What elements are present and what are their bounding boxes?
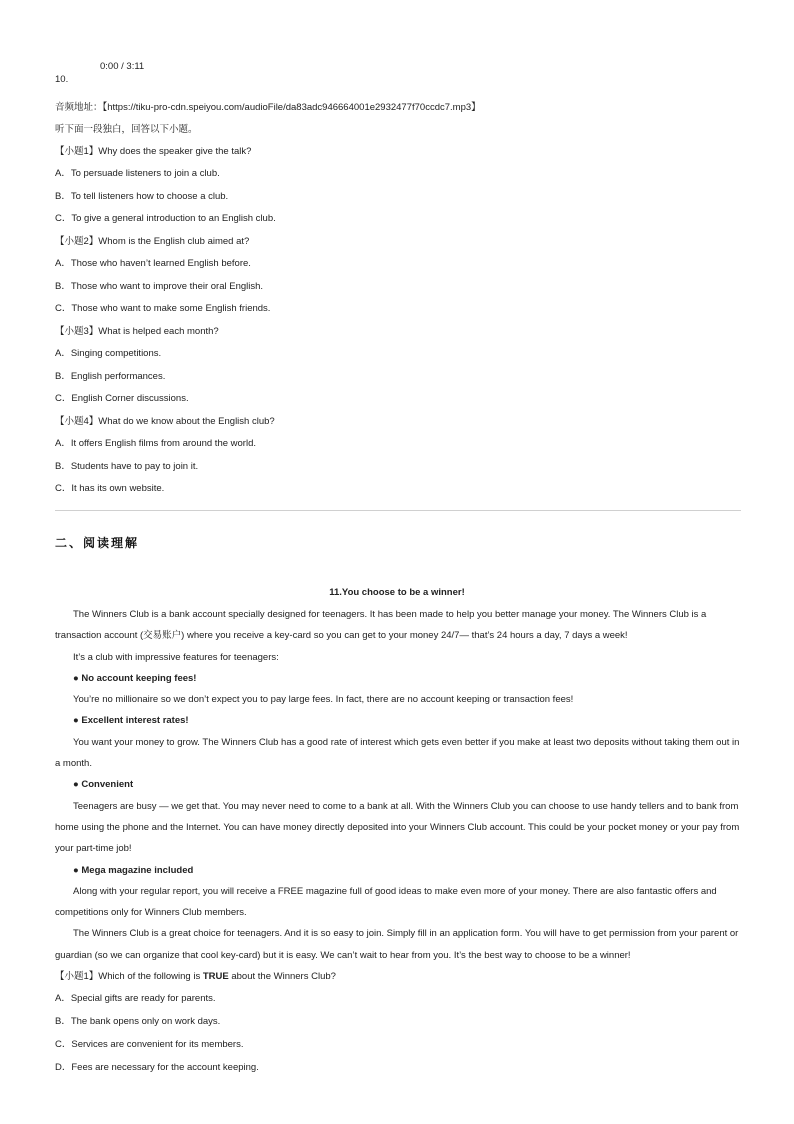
option-item: A．Those who haven’t learned English before.	[55, 258, 251, 269]
passage-title: 11.You choose to be a winner!	[329, 587, 465, 598]
feature-heading: ● Convenient	[73, 779, 134, 791]
sub-question-text: about the Winners Club?	[228, 971, 336, 983]
listening-instruction: 听下面一段独白，回答以下小题。	[55, 124, 198, 135]
option-item: C．It has its own website.	[55, 483, 165, 494]
option-item: C．Services are convenient for its members.	[55, 1039, 244, 1051]
sub-question-emphasis: TRUE	[202, 971, 229, 983]
section-divider	[55, 510, 741, 511]
paragraph: You’re no millionaire so we don’t expect you to pay large fees. In fact, there are no account keeping or transaction fees!	[73, 694, 574, 706]
option-item: C．Those who want to make some English friends.	[55, 303, 271, 314]
sub-question-text: 【小题1】Which of the following is	[55, 971, 203, 983]
paragraph: It’s a club with impressive features for teenagers:	[73, 651, 279, 663]
section-title: 二、阅读理解	[55, 536, 140, 550]
paragraph: The Winners Club is a bank account specially designed for teenagers. It has been made to help you better manage your money. The Winners Club is a transaction account (交易账户) where you receive a key-card so you can get to your money 24/7— that’s 24 hours a day, 7 days a week!	[55, 609, 707, 642]
option-item: A．Singing competitions.	[55, 348, 162, 359]
feature-heading: ● No account keeping fees!	[73, 672, 197, 684]
sub-question: 【小题2】Whom is the English club aimed at?	[55, 236, 250, 247]
option-item: B．To tell listeners how to choose a club.	[55, 191, 229, 202]
option-item: B．Students have to pay to join it.	[55, 461, 199, 472]
option-item: C．English Corner discussions.	[55, 393, 189, 404]
option-item: B．English performances.	[55, 371, 166, 382]
question-number: 10.	[55, 74, 69, 85]
sub-question: 【小题1】Why does the speaker give the talk?	[55, 146, 252, 157]
option-item: A．Special gifts are ready for parents.	[55, 993, 216, 1005]
option-item: A．It offers English films from around the world.	[55, 438, 256, 449]
option-item: B．The bank opens only on work days.	[55, 1016, 221, 1028]
audio-player-time[interactable]: 0:00 / 3:11	[100, 61, 145, 72]
paragraph: The Winners Club is a great choice for teenagers. And it is so easy to join. Simply fill in an application form. You will have to get permission from your parent or guardian (so we can organize that cool key-card) but it is easy. We can’t wait to hear from you. It’s the best way to choose to be a winner!	[55, 928, 739, 961]
sub-question	[55, 966, 743, 987]
paragraph: You want your money to grow. The Winners Club has a good rate of interest which gets even better if you make at least two deposits without taking them out in a month.	[55, 736, 740, 770]
paragraph: Along with your regular report, you will receive a FREE magazine full of good ideas to make even more of your money. There are also fantastic offers and competitions only for Winners Club members.	[55, 885, 717, 919]
passage-body	[55, 604, 743, 1079]
audio-url: 音频地址：【https://tiku-pro-cdn.speiyou.com/audioFile/da83adc946664001e2932477f70ccdc7.mp3】	[55, 102, 481, 113]
feature-heading: ● Excellent interest rates!	[73, 715, 189, 727]
option-item: C．To give a general introduction to an English club.	[55, 213, 276, 224]
option-item: A．To persuade listeners to join a club.	[55, 168, 220, 179]
paragraph: Teenagers are busy — we get that. You may never need to come to a bank at all. With the Winners Club you can choose to use handy tellers and to bank from home using the phone and the Internet. You can have money directly deposited into your Winners Club account. This could be your pocket money or your pay from your part-time job!	[55, 800, 740, 855]
sub-question: 【小题4】What do we know about the English club?	[55, 416, 275, 427]
option-item: D．Fees are necessary for the account keeping.	[55, 1062, 259, 1074]
feature-heading: ● Mega magazine included	[73, 864, 194, 876]
option-item: B．Those who want to improve their oral English.	[55, 281, 264, 292]
sub-question: 【小题3】What is helped each month?	[55, 326, 219, 337]
